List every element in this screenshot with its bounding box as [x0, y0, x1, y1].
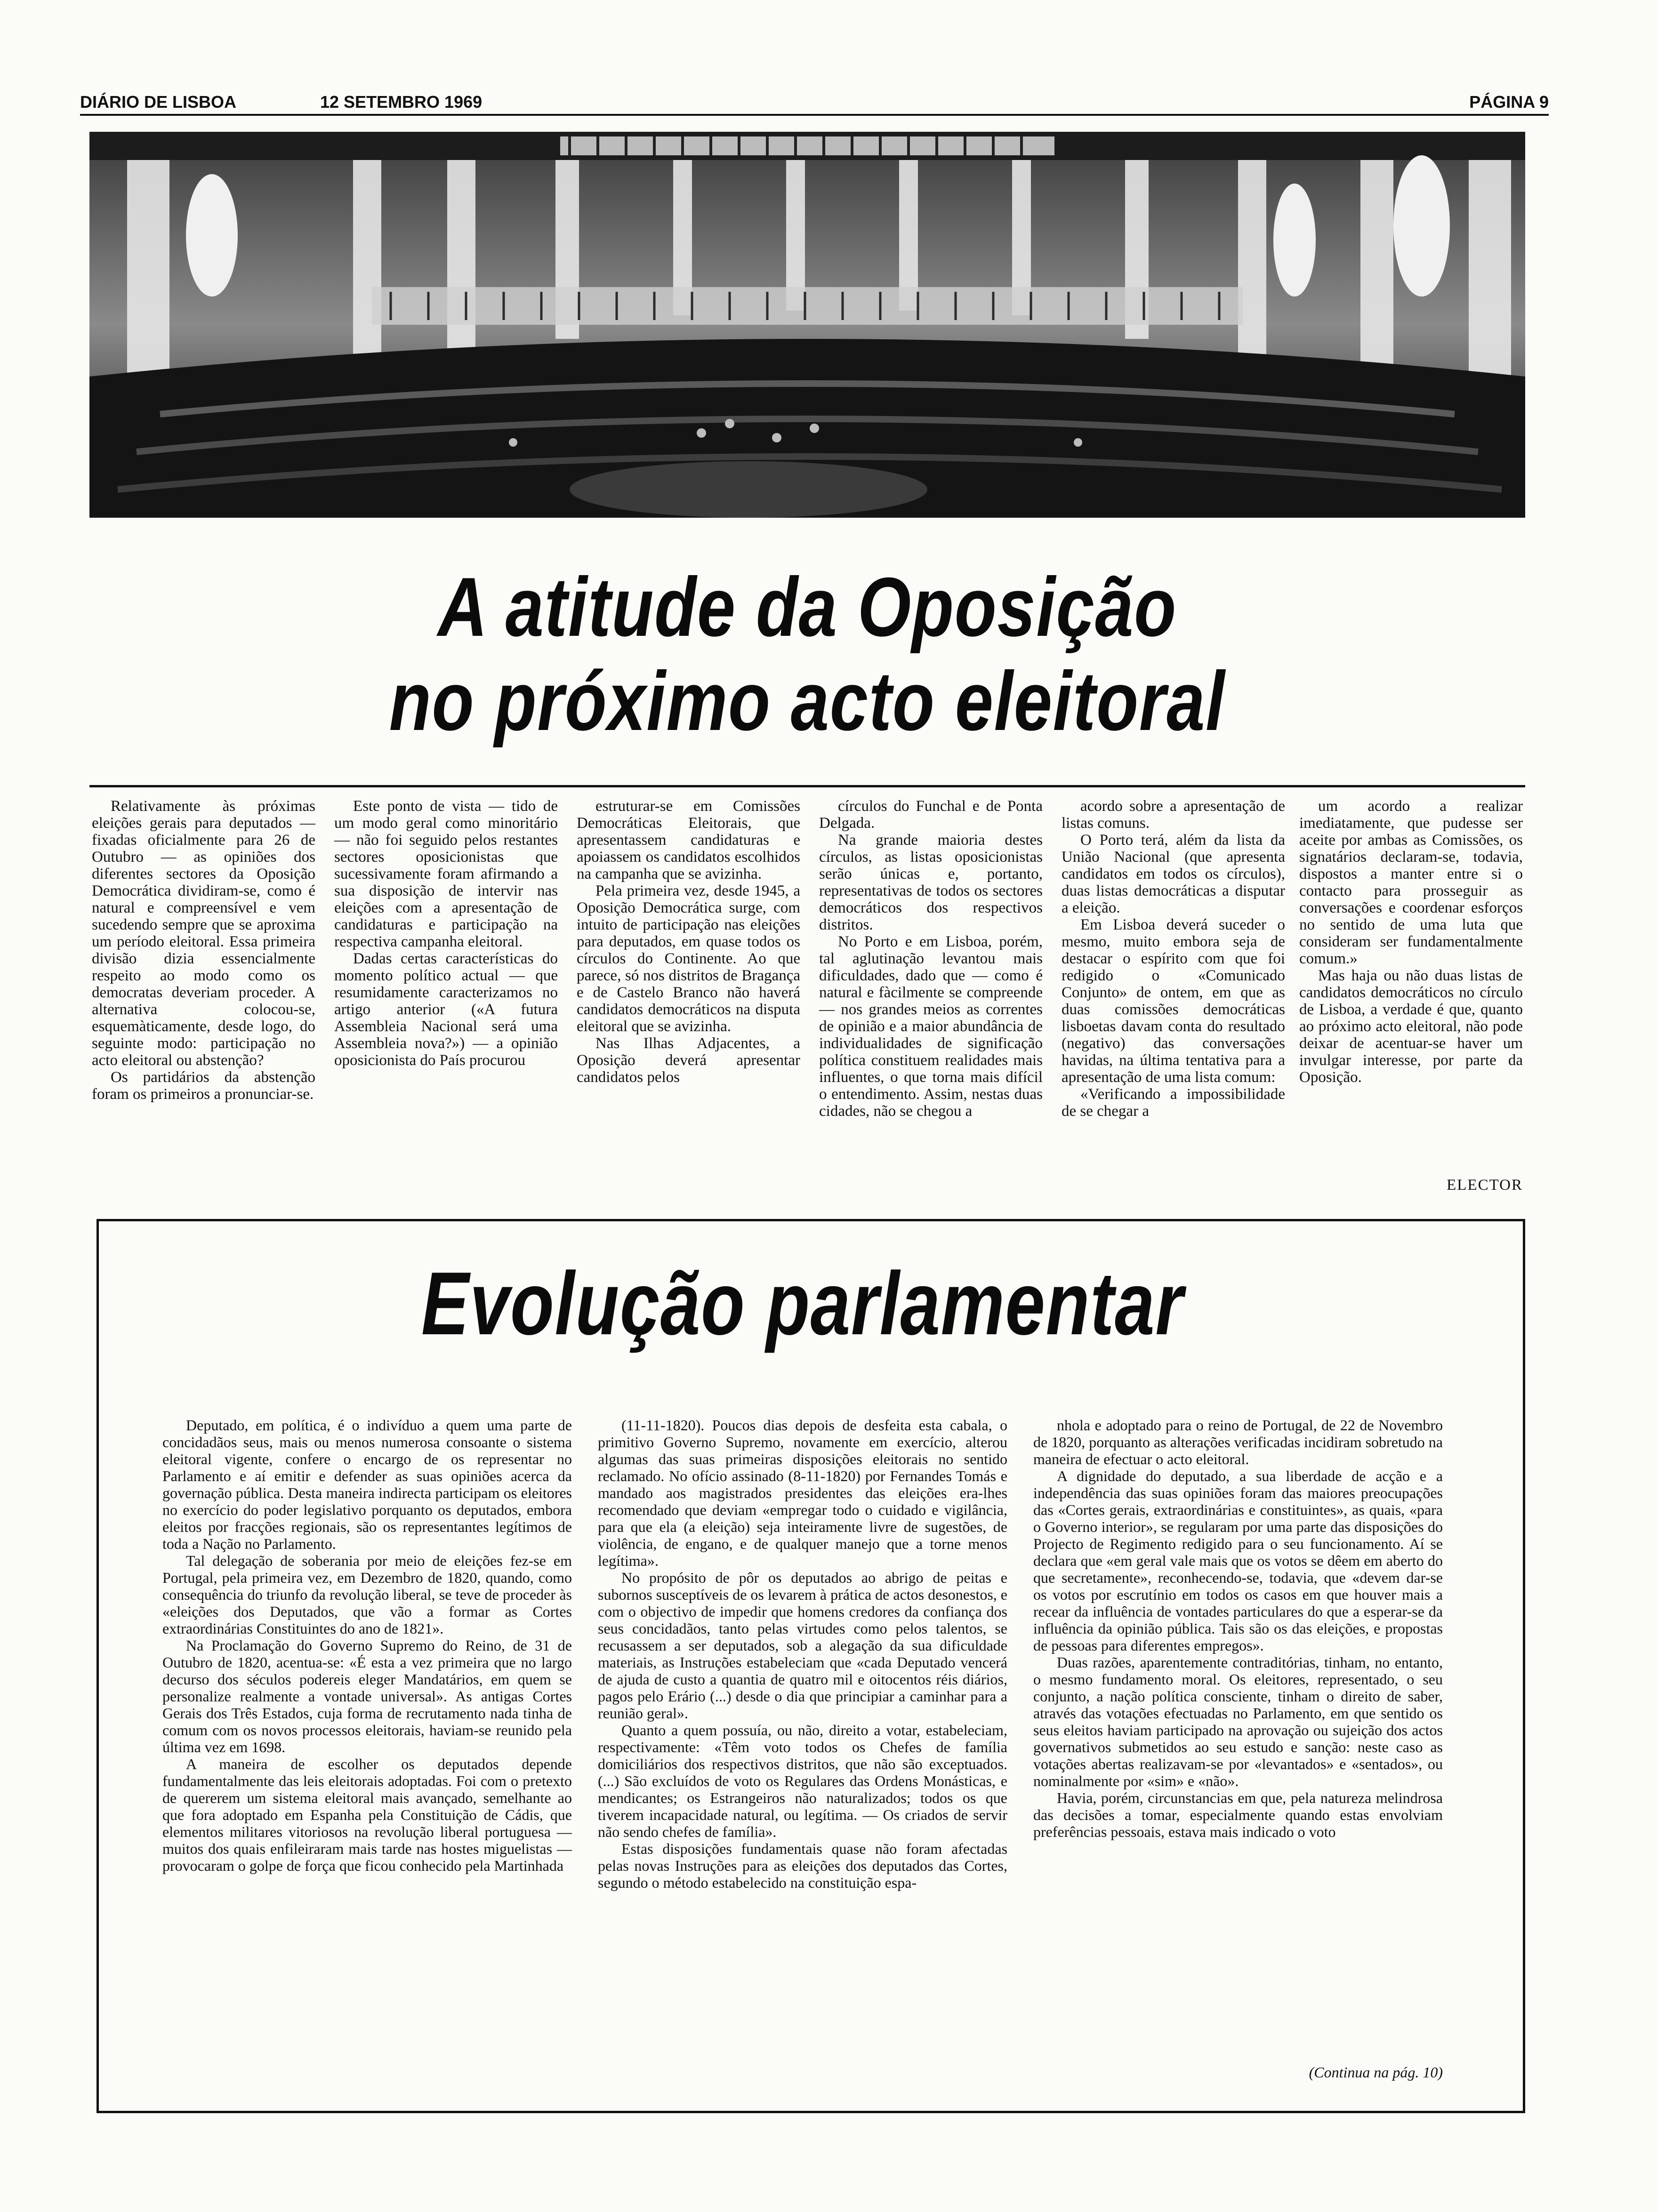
paragraph: O Porto terá, além da lista da União Nacional (que apresenta candidatos em todos os círculos), duas listas democráticas a disputar a eleição. [1062, 832, 1285, 916]
paragraph: Na Proclamação do Governo Supremo do Reino, de 31 de Outubro de 1820, acentua-se: «É esta a vez primeira que no largo decurso dos séculos podereis eleger Mandatários, em quem se personalize realmente a vontade universal». As antigas Cortes Gerais dos Três Estados, cuja forma de recrutamento nada tinha de comum com os novos processos eleitorais, haviam-se reunido pela última vez em 1698. [162, 1637, 572, 1755]
paragraph: um acordo a realizar imediatamente, que pudesse ser aceite por ambas as Comissões, os signatários declaram-se, todavia, dispostos a manter entre si o contacto para prosseguir as conversações e coordenar esforços no sentido de uma luta que consideram ser fundamentalmente comum.» [1299, 798, 1523, 967]
article2-column-2 [598, 1417, 1007, 1891]
article1-headline [219, 560, 1396, 748]
publication-name: DIÁRIO DE LISBOA [80, 92, 237, 112]
article2-column-1 [162, 1417, 572, 1874]
paragraph: No propósito de pôr os deputados ao abrigo de peitas e subornos susceptíveis de os levarem à prática de actos desonestos, e com o objectivo de impedir que homens credores da confiança dos seus concidadãos, tanto pelas virtudes como pelos talentos, se recusassem a ser deputados, sob a alegação da sua dificuldade materiais, as Instruções estabeleciam que «cada Deputado vencerá de ajuda de custo a quantia de quatro mil e oitocentos réis diários, pagos pelo Erário (...) desde o dia que principiar a caminhar para a reunião geral». [598, 1569, 1007, 1722]
article1-column-6 [1299, 798, 1523, 1086]
article1-body [92, 798, 1523, 1202]
paragraph: Dadas certas características do momento político actual — que resumidamente caracterizamos no artigo anterior («A futura Assembleia Nacional será uma Assembleia nova?») — a opinião oposicionista do País procurou [334, 950, 558, 1069]
running-header [80, 89, 1549, 118]
paragraph: Estas disposições fundamentais quase não foram afectadas pelas novas Instruções para as eleições dos deputados das Cortes, segundo o método estabelecido na constituição espa- [598, 1840, 1007, 1891]
page-number: PÁGINA 9 [1469, 92, 1549, 112]
paragraph: Quanto a quem possuía, ou não, direito a votar, estabeleciam, respectivamente: «Têm voto todos os Chefes de família domiciliários dos respectivos distritos, que não são exceptuados. (...) São excluídos de voto os Regulares das Ordens Monásticas, e mendicantes; os Estrangeiros não naturalizados; todos os que tiverem incapacidade natural, ou legítima. — Os criados de servir não sendo chefes de família». [598, 1722, 1007, 1840]
paragraph: Os partidários da abstenção foram os primeiros a pronunciar-se. [92, 1069, 315, 1103]
paragraph: (11-11-1820). Poucos dias depois de desfeita esta cabala, o primitivo Governo Supremo, novamente em exercício, alterou algumas das suas primeiras disposições eleitorais no sentido reclamado. No ofício assinado (8-11-1820) por Fernandes Tomás e mandado aos magistrados presidentes das eleições era-lhes recomendado que deviam «empregar todo o cuidado e vigilância, para que ela (a eleição) seja inteiramente livre de sugestões, de violência, de engano, e de qualquer manejo que a torne menos legítima». [598, 1417, 1007, 1569]
paragraph: Nas Ilhas Adjacentes, a Oposição deverá apresentar candidatos pelos [577, 1035, 800, 1086]
paragraph: A dignidade do deputado, a sua liberdade de acção e a independência das suas opiniões foram das maiores preocupações das «Cortes gerais, extraordinárias e constituintes», as quais, «para o Governo interior», se regularam por uma parte das disposições do Projecto de Regimento redigido para o seu funcionamento. Aí se declara que «em geral vale mais que os votos se dêem em aberto do que secretamente», reconhecendo-se, todavia, que «devem dar-se os votos por escrutínio em todos os casos em que houver mais a recear da influência de vontades particulares do que a esperar-se da influência da opinião pública. Tais são os das eleições, e propostas de pessoas para diferentes empregos». [1033, 1467, 1443, 1654]
header-rule [80, 114, 1549, 116]
paragraph: Na grande maioria destes círculos, as listas oposicionistas serão únicas e, portanto, representativas de todos os sectores democráticos dos respectivos distritos. [819, 832, 1043, 933]
continuation-note: (Continua na pág. 10) [1309, 2064, 1443, 2081]
paragraph: No Porto e em Lisboa, porém, tal aglutinação levantou mais dificuldades, dado que — como é natural e fàcilmente se compreende — nos grandes meios as correntes de opinião e a maior abundância de individualidades de significação política constituem realidades mais influentes, o que torna mais difícil o entendimento. Assim, nestas duas cidades, não se chegou a [819, 933, 1043, 1120]
paragraph: acordo sobre a apresentação de listas comuns. [1062, 798, 1285, 832]
paragraph: Deputado, em política, é o indivíduo a quem uma parte de concidadãos seus, mais ou menos numerosa consoante o sistema eleitoral vigente, confere o encargo de os representar no Parlamento e aí emitir e defender as suas opiniões acerca da governação pública. Desta maneira indirecta participam os eleitores no exercício do poder legislativo porquanto os deputados, embora eleitos por fracções regionais, são os representantes legítimos de toda a Nação no Parlamento. [162, 1417, 572, 1552]
paragraph: Mas haja ou não duas listas de candidatos democráticos no círculo de Lisboa, a verdade é que, quanto ao próximo acto eleitoral, não pode deixar de acentuar-se haver um invulgar interesse, por parte da Oposição. [1299, 967, 1523, 1086]
article1-rule [89, 785, 1525, 787]
article1-byline: ELECTOR [1447, 1177, 1523, 1194]
article1-column-5 [1062, 798, 1285, 1120]
paragraph: A maneira de escolher os deputados depende fundamentalmente das leis eleitorais adoptadas. Foi com o pretexto de quererem um sistema eleitoral mais avançado, semelhante ao que fora adoptado em Espanha pela Constituição de Cádis, que elementos militares vitoriosos na revolução liberal portuguesa — muitos dos quais enfileiraram mais tarde nas hostes miguelistas — provocaram o golpe de força que ficou conhecido pela Martinhada [162, 1755, 572, 1874]
issue-date: 12 SETEMBRO 1969 [320, 92, 483, 112]
paragraph: círculos do Funchal e de Ponta Delgada. [819, 798, 1043, 832]
paragraph: Havia, porém, circunstancias em que, pela natureza melindrosa das decisões a tomar, especialmente quando estas envolviam preferências pessoais, estava mais indicado o voto [1033, 1789, 1443, 1840]
paragraph: Em Lisboa deverá suceder o mesmo, muito embora seja de destacar o espírito com que foi redigido o «Comunicado Conjunto» de ontem, em que as duas comissões democráticas lisboetas davam conta do resultado (negativo) das conversações havidas, na última tentativa para a apresentação de uma lista comum: [1062, 916, 1285, 1086]
paragraph: Pela primeira vez, desde 1945, a Oposição Democrática surge, com intuito de participação nas eleições para deputados, em quase todos os círculos do Continente. Ao que parece, só nos distritos de Bragança e de Castelo Branco não haverá candidatos democráticos na disputa eleitoral que se avizinha. [577, 882, 800, 1035]
article2-headline: Evolução parlamentar [421, 1254, 1184, 1354]
headline-line2: no próximo acto eleitoral [389, 654, 1226, 748]
headline-line1: A atitude da Oposição [438, 560, 1177, 654]
paragraph: Relativamente às próximas eleições gerais para deputados — fixadas oficialmente para 26 de Outubro — as opiniões dos diferentes sectores da Oposição Democrática dividiram-se, como é natural e compreensível e vem sucedendo sempre que se aproxima um período eleitoral. Essa primeira divisão dizia essencialmente respeito ao modo como os democratas deveriam proceder. A alternativa colocou-se, esquemàticamente, desde logo, do seguinte modo: participação no acto eleitoral ou abstenção? [92, 798, 315, 1069]
paragraph: nhola e adoptado para o reino de Portugal, de 22 de Novembro de 1820, porquanto as alterações verificadas incidiram sobretudo na maneira de efectuar o acto eleitoral. [1033, 1417, 1443, 1467]
paragraph: Tal delegação de soberania por meio de eleições fez-se em Portugal, pela primeira vez, em Dezembro de 1820, quando, como consequência do triunfo da revolução liberal, se teve de proceder às «eleições dos Deputados, que vão a formar as Cortes extraordinárias Constituintes do ano de 1821». [162, 1552, 572, 1637]
article2-body [162, 1417, 1443, 2085]
article1-column-1 [92, 798, 315, 1103]
paragraph: Este ponto de vista — tido de um modo geral como minoritário — não foi seguido pelos restantes sectores oposicionistas que sucessivamente foram afirmando a sua disposição de intervir nas eleições com a apresentação de candidaturas e participação na respectiva campanha eleitoral. [334, 798, 558, 950]
article2-column-3 [1033, 1417, 1443, 1840]
paragraph: «Verificando a impossibilidade de se chegar a [1062, 1086, 1285, 1120]
article1-column-3 [577, 798, 800, 1086]
paragraph: Duas razões, aparentemente contraditórias, tinham, no entanto, o mesmo fundamento moral. Os eleitores, representado, o seu conjunto, a nação política consciente, tinham o direito de saber, através das votações efectuadas no Parlamento, em que sentido os seus eleitos haviam participado na aprovação ou sujeição dos actos governativos submetidos ao seu estudo e sanção: neste caso as votações abertas realizavam-se por «levantados» e «sentados», ou nominalmente por «sim» e «não». [1033, 1654, 1443, 1789]
article1-column-4 [819, 798, 1043, 1120]
paragraph: estruturar-se em Comissões Democráticas Eleitorais, que apresentassem candidaturas e apoiassem os candidatos escolhidos na campanha que se avizinha. [577, 798, 800, 882]
parliament-chamber-photo [89, 132, 1525, 518]
article1-column-2 [334, 798, 558, 1069]
photo-illustration [89, 132, 1525, 518]
